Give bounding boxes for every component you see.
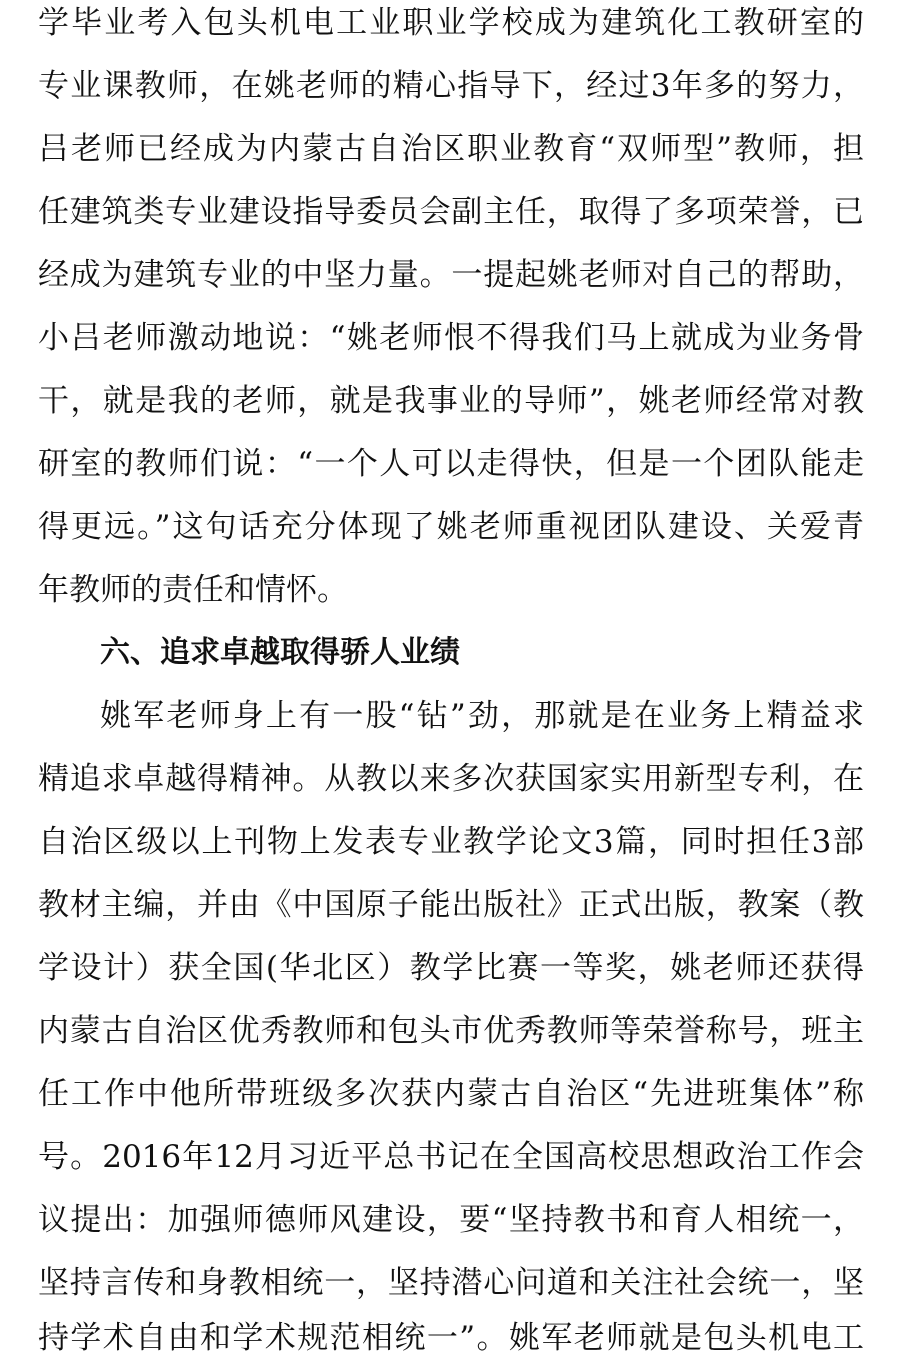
text-line: 学毕业考入包头机电工业职业学校成为建筑化工教研室的 [38,5,864,41]
text-line: 专业课教师，在姚老师的精心指导下，经过3年多的努力， [38,68,864,104]
text-line: 吕老师已经成为内蒙古自治区职业教育“双师型”教师，担 [38,131,864,167]
text-line: 年教师的责任和情怀。 [38,572,348,608]
text-line: 号。2016年12月习近平总书记在全国高校思想政治工作会 [38,1139,864,1175]
text-line: 教材主编，并由《中国原子能出版社》正式出版，教案（教 [38,887,864,923]
text-line: 姚军老师身上有一股“钻”劲，那就是在业务上精益求 [100,698,864,734]
text-line: 自治区级以上刊物上发表专业教学论文3篇，同时担任3部 [38,824,864,860]
text-line: 内蒙古自治区优秀教师和包头市优秀教师等荣誉称号，班主 [38,1013,864,1049]
text-line: 坚持言传和身教相统一，坚持潜心问道和关注社会统一，坚 [38,1265,864,1301]
text-line: 精追求卓越得精神。从教以来多次获国家实用新型专利，在 [38,761,864,797]
section-heading: 六、追求卓越取得骄人业绩 [100,635,460,670]
text-line: 持学术自由和学术规范相统一”。姚军老师就是包头机电工 [38,1320,864,1356]
text-line: 小吕老师激动地说：“姚老师恨不得我们马上就成为业务骨 [38,320,864,356]
text-line: 研室的教师们说：“一个人可以走得快，但是一个团队能走 [38,446,864,482]
text-line: 任建筑类专业建设指导委员会副主任，取得了多项荣誉，已 [38,194,864,230]
text-line: 经成为建筑专业的中坚力量。一提起姚老师对自己的帮助， [38,257,864,293]
text-line: 得更远。”这句话充分体现了姚老师重视团队建设、关爱青 [38,509,864,545]
text-line: 议提出：加强师德师风建设，要“坚持教书和育人相统一， [38,1202,864,1238]
text-line: 干，就是我的老师，就是我事业的导师”，姚老师经常对教 [38,383,864,419]
text-line: 学设计）获全国(华北区）教学比赛一等奖，姚老师还获得 [38,950,864,986]
text-line: 任工作中他所带班级多次获内蒙古自治区“先进班集体”称 [38,1076,864,1112]
